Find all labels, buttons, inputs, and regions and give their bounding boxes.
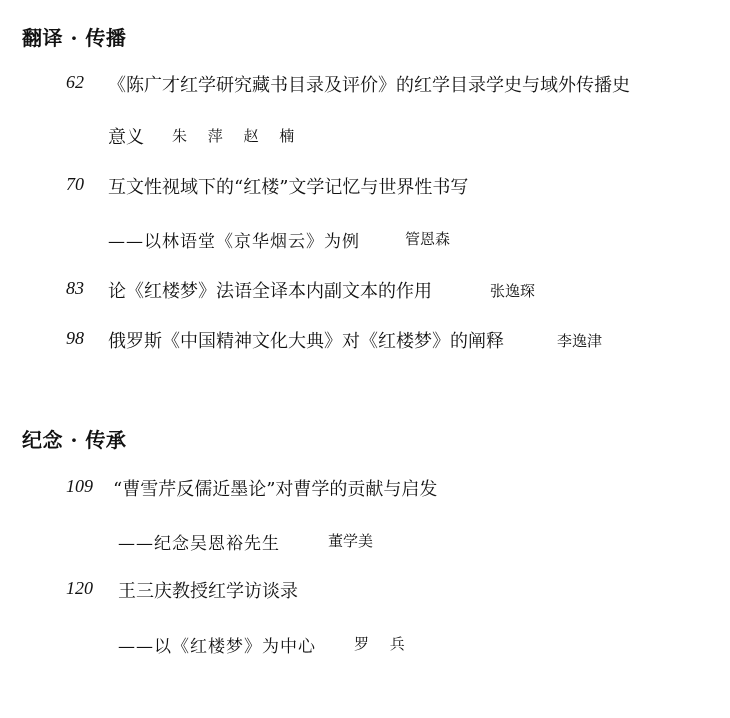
- entry-subtitle: ——以林语堂《京华烟云》为例: [108, 232, 360, 252]
- section-heading: 翻译 · 传播: [22, 26, 127, 50]
- page-number: 120: [66, 578, 93, 598]
- entry-author: 朱 萍 赵 楠: [172, 127, 303, 145]
- entry-author: 张逸琛: [490, 282, 536, 300]
- entry-title-continued: 意义: [108, 127, 144, 148]
- entry-title: 互文性视域下的“红楼”文学记忆与世界性书写: [108, 177, 469, 198]
- page-number: 70: [66, 174, 84, 194]
- entry-title: 论《红楼梦》法语全译本内副文本的作用: [108, 281, 432, 302]
- page-number: 83: [66, 278, 84, 298]
- entry-title: 王三庆教授红学访谈录: [118, 581, 298, 602]
- entry-author: 管恩森: [405, 230, 451, 248]
- page-number: 98: [66, 328, 84, 348]
- entry-title: 《陈广才红学研究藏书目录及评价》的红学目录学史与域外传播史: [108, 75, 630, 96]
- entry-author: 罗 兵: [354, 635, 413, 653]
- page-number: 109: [66, 476, 93, 496]
- entry-title: 俄罗斯《中国精神文化大典》对《红楼梦》的阐释: [108, 331, 504, 352]
- entry-subtitle: ——以《红楼梦》为中心: [118, 637, 316, 657]
- entry-subtitle: ——纪念吴恩裕先生: [118, 534, 280, 554]
- page-number: 62: [66, 72, 84, 92]
- section-heading: 纪念 · 传承: [22, 428, 127, 452]
- entry-author: 李逸津: [557, 332, 603, 350]
- entry-author: 董学美: [328, 532, 374, 550]
- entry-title: “曹雪芹反儒近墨论”对曹学的贡献与启发: [113, 479, 438, 500]
